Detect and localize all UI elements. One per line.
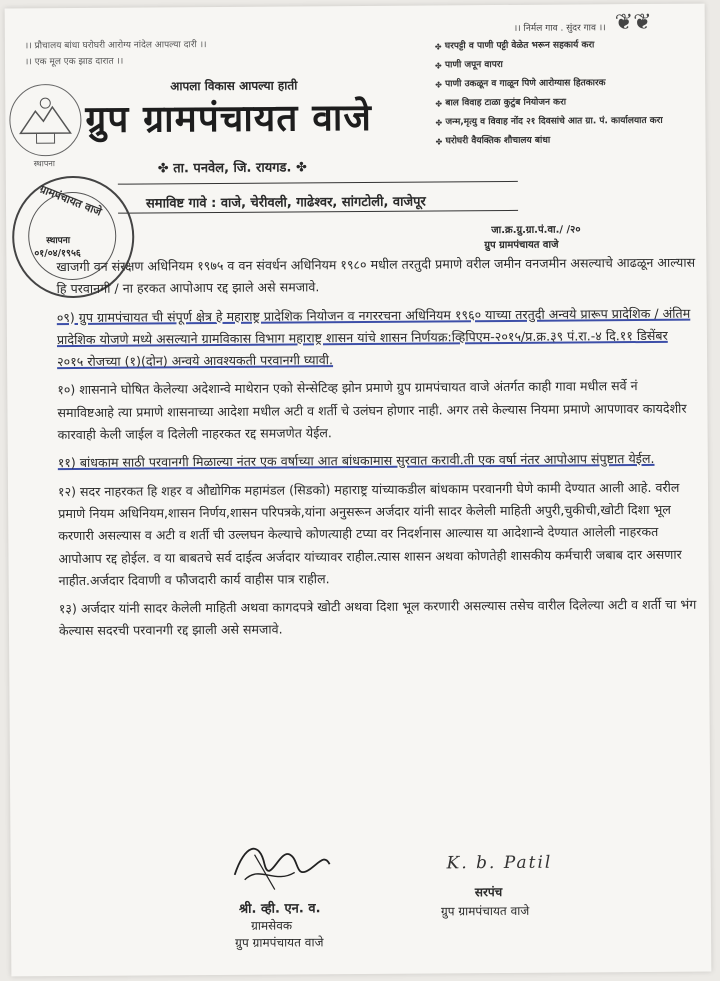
seal-date: ०१/०४/१९५६ bbox=[34, 247, 81, 260]
clause-13: १३) अर्जदार यांनी सादर केलेली माहिती अथवा कागदपत्रे खोटी अथवा दिशा भूल करणारी असल्यास तसेच वारील दिलेल्या अटी व शर्ती चा भंग केल्यास सदरची परवानगी रद्द झाली असे समजावे. bbox=[58, 596, 697, 639]
slogan-title: ।। निर्मल गाव . सुंदर गाव ।। bbox=[513, 23, 606, 34]
gramsevak-signature-block bbox=[224, 834, 335, 951]
clause-10: १०) शासनाने घोषित केलेल्या अदेशान्वे माथेरान एको सेन्सेटिव्ह झोन प्रमाणे ग्रुप ग्रामपंचायत वाजे अंतर्गत काही गावा मधील सर्वे नं समाविष्टआहे त्या प्रमाणे शासनाच्या आदेशा मधील अटी व शर्ती चे उलंघन होणार नाही. अगर तसे केल्यास नियमा प्रमाणे आपणावर कायदेशीर कारवाही केली जाईल व दिलेली नाहरकत रद्द समजणेत येईल. bbox=[57, 378, 687, 443]
included-villages: समाविष्ट गावे : वाजे, चेरीवली, गाढेश्वर, सांगटोली, वाजेपूर bbox=[145, 194, 426, 212]
header-divider-top bbox=[118, 181, 518, 185]
emblem-icon bbox=[10, 85, 80, 155]
slogan-item: ✤ पाणी उकळून व गाळून पिणे आरोग्यास हितकारक bbox=[435, 77, 685, 92]
sarpanch-org: ग्रुप ग्रामपंचायत वाजे bbox=[440, 903, 530, 919]
seal-established-label: स्थापना bbox=[46, 236, 71, 247]
slogan-item: ✤ पाणी जपून वापरा bbox=[435, 58, 685, 73]
sarpanch-role: सरपंच bbox=[474, 885, 503, 900]
sarpanch-signature-block bbox=[441, 853, 553, 920]
slogan-item: ✤ जन्म,मृत्यु व विवाह नोंद २१ दिवसांचे आत ग्रा. पं. कार्यालयात करा bbox=[435, 115, 685, 130]
gramsevak-role: ग्रामसेवक bbox=[250, 918, 293, 933]
page-title: ग्रुप ग्रामपंचायत वाजे bbox=[85, 94, 373, 141]
left-motto-1: ।। प्रौचालय बांधा घरोघरी आरोग्य नांदेल आपल्या दारी ।। bbox=[24, 40, 207, 52]
slogan-item: ✤ घरपट्टी व पाणी पट्टी वेळेत भरून सहकार्य करा bbox=[435, 39, 685, 54]
corner-ornament: ❦❦ bbox=[614, 9, 652, 36]
clause-09: ०९) ग्रुप ग्रामपंचायत ची संपूर्ण क्षेत्र हे महाराष्ट्र प्रादेशिक नियोजन व नगररचना अधिनियम १९६० याच्या तरतुदी अन्वये प्रारूप प्रादेशिक / अंतिम प्रादेशिक योजणे मध्ये असल्याने ग्रामविकास विभाग महाराष्ट्र शासन यांचे शासन निर्णयक्र:व्हिपिएम-२०१५/प्र.क्र.३९ पं.रा.-४ दि.११ डिसेंबर २०१५ रोजच्या (१)(दोन) अन्वये आवश्यकती परवानगी घ्यावी. bbox=[56, 305, 691, 370]
gramsevak-org: ग्रुप ग्रामपंचायत वाजे bbox=[235, 935, 324, 950]
document-page bbox=[5, 4, 712, 977]
sarpanch-signature: K. b. Patil bbox=[446, 852, 553, 874]
village-emblem bbox=[9, 84, 82, 157]
reference-number: जा.क्र.ग्रु.ग्रा.पं.वा./ /२० bbox=[491, 224, 581, 237]
letter-body bbox=[56, 252, 699, 649]
left-motto-2: ।। एक मूल एक झाड दारात ।। bbox=[24, 56, 124, 68]
clause-11: ११) बांधकाम साठी परवानगी मिळाल्या नंतर एक वर्षाच्या आत बांधकामास सुरवात करावी.ती एक वर्षा नंतर आपोआप संपुष्टात येईल. bbox=[57, 451, 655, 471]
header-location: ✤ ता. पनवेल, जि. रायगड. ✤ bbox=[157, 160, 307, 177]
slogan-panel bbox=[435, 20, 686, 155]
slogan-item: ✤ घरोघरी वैयक्तिक शौचालय बांधा bbox=[436, 134, 686, 149]
clause-forest-land: खाजगी वन संरक्षण अधिनियम १९७५ व वन संवर्धन अधिनियम १९८० मधील तरतुदी प्रमाणे वरील जमीन वनजमीन असल्याचे आढळून आल्यास हि परवानगी / ना हरकत आपोआप रद्द झाले असे समजावे. bbox=[56, 254, 696, 297]
seal-arc-text: ग्रामपंचायत वाजे bbox=[37, 182, 104, 219]
signature-scribble-icon bbox=[224, 834, 334, 895]
reference-office: ग्रुप ग्रामपंचायत वाजे bbox=[484, 239, 559, 252]
slogan-list bbox=[435, 39, 686, 149]
header-tagline: आपला विकास आपल्या हाती bbox=[170, 78, 298, 94]
slogan-item: ✤ बाल विवाह टाळा कुटुंब नियोजन करा bbox=[435, 96, 685, 111]
clause-12: १२) सदर नाहरकत हि शहर व औद्योगिक महामंडल (सिडको) महाराष्ट्र यांच्याकडील बांधकाम परवानगी घेणे कामी देण्यात आली आहे. वरील प्रमाणे नियम अधिनियम,शासन निर्णय,शासन परिपत्रके,यांना अनुसरून अर्जदार यांनी सादर केलेली माहिती अपुरी,चुकीची,खोटी दिशा भूल करणारी असल्यास व अटी व शर्ती ची उल्लघन केल्याचे कोणत्याही टप्या वर निदर्शनास आल्यास या आदेशान्वे देण्यात आलेली नाहरकत आपोआप रद्द होईल. व या बाबतचे सर्व दाईत्व अर्जदार यांच्यावर राहील.त्यास शासन अथवा कोणतेही शासकीय कर्मचारी जबाब दार असणार नाहीत.अर्जदार दिवाणी व फौजदारी कार्य वाहीस पात्र राहील. bbox=[57, 479, 682, 588]
emblem-label: स्थापना bbox=[33, 159, 55, 169]
gramsevak-name: श्री. व्ही. एन. व. bbox=[238, 901, 321, 917]
